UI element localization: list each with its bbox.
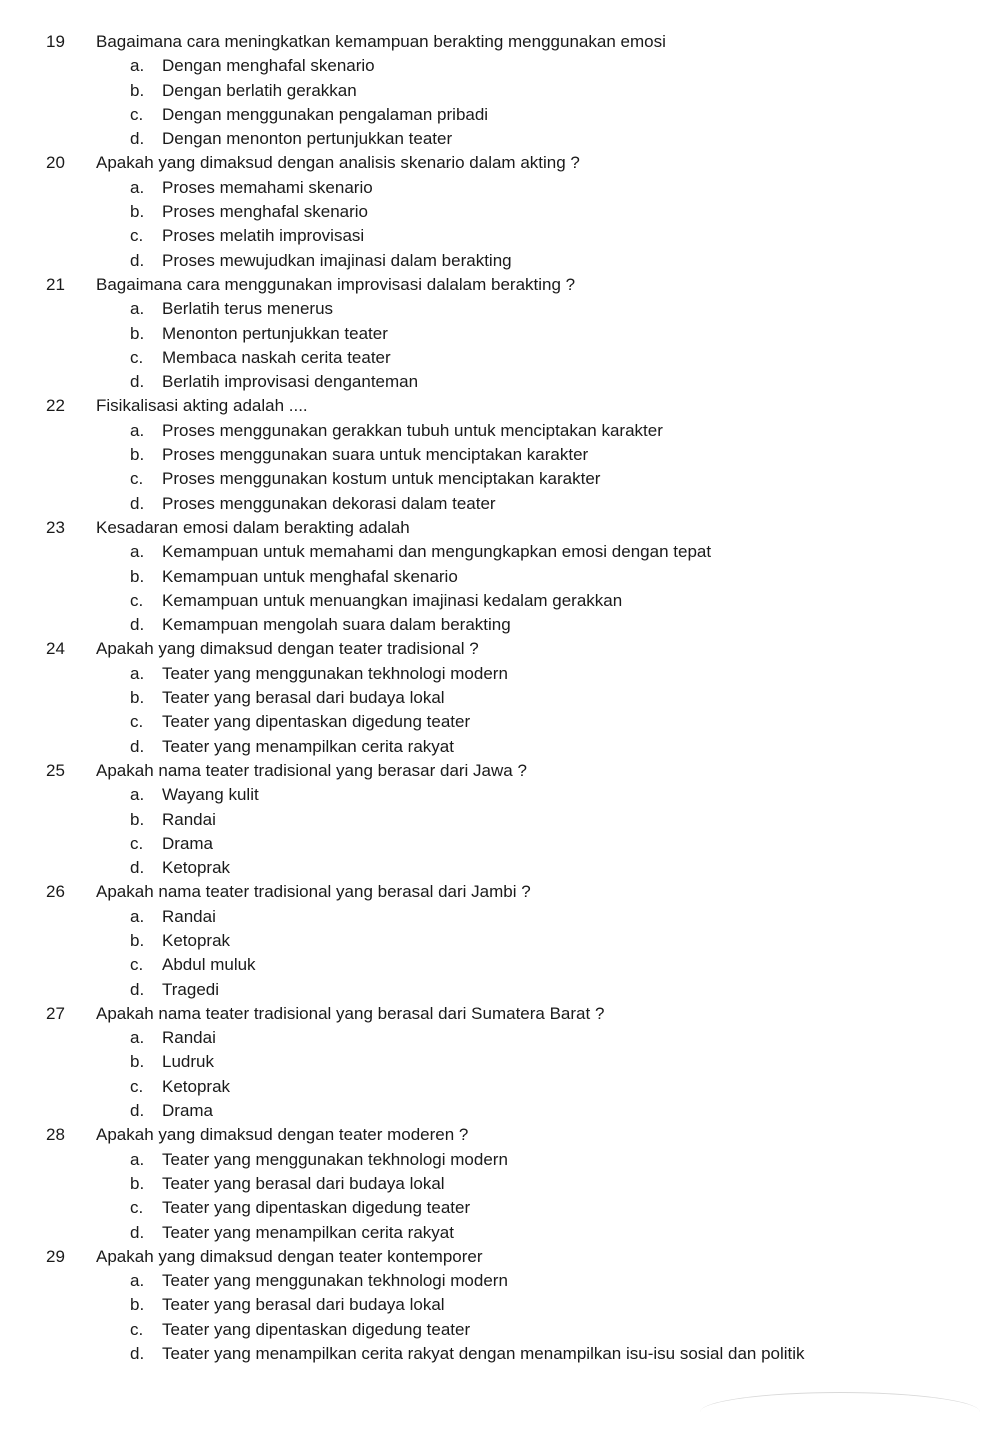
question-text: Apakah yang dimaksud dengan teater moderen ? bbox=[96, 1125, 469, 1145]
answer-option bbox=[0, 1172, 1007, 1196]
question-number: 22 bbox=[46, 396, 65, 416]
option-letter: d. bbox=[130, 250, 145, 270]
option-text: Teater yang menampilkan cerita rakyat bbox=[162, 736, 454, 756]
answer-option bbox=[0, 783, 1007, 807]
question-text: Kesadaran emosi dalam berakting adalah bbox=[96, 517, 410, 537]
answer-option bbox=[0, 1221, 1007, 1245]
answer-option bbox=[0, 224, 1007, 248]
question-row bbox=[0, 880, 1007, 904]
option-letter: a. bbox=[130, 1271, 145, 1291]
option-text: Proses menghafal skenario bbox=[162, 202, 369, 222]
question-sheet bbox=[0, 30, 1007, 1366]
question-number: 29 bbox=[46, 1246, 65, 1266]
answer-option bbox=[0, 467, 1007, 491]
question-text: Bagaimana cara meningkatkan kemampuan berakting menggunakan emosi bbox=[96, 32, 666, 51]
answer-option bbox=[0, 249, 1007, 273]
question-item bbox=[0, 516, 1007, 637]
question-item bbox=[0, 1245, 1007, 1366]
page-curl bbox=[700, 1392, 980, 1433]
option-text: Randai bbox=[162, 1028, 216, 1048]
question-item bbox=[0, 759, 1007, 880]
answer-option bbox=[0, 127, 1007, 151]
option-letter: c. bbox=[130, 712, 144, 732]
answer-option bbox=[0, 322, 1007, 346]
option-text: Dengan menonton pertunjukkan teater bbox=[162, 129, 453, 149]
question-item bbox=[0, 30, 1007, 151]
option-text: Ludruk bbox=[162, 1052, 214, 1072]
option-letter: c. bbox=[130, 469, 144, 489]
question-item bbox=[0, 637, 1007, 758]
answer-option bbox=[0, 1099, 1007, 1123]
option-letter: d. bbox=[130, 129, 145, 149]
option-text: Teater yang dipentaskan digedung teater bbox=[162, 1319, 471, 1339]
option-letter: d. bbox=[130, 1101, 145, 1121]
question-text: Apakah yang dimaksud dengan teater tradisional ? bbox=[96, 639, 479, 659]
answer-option bbox=[0, 686, 1007, 710]
question-text: Fisikalisasi akting adalah .... bbox=[96, 396, 308, 416]
question-row bbox=[0, 637, 1007, 661]
answer-option bbox=[0, 565, 1007, 589]
option-letter: a. bbox=[130, 906, 145, 926]
option-text: Proses menggunakan dekorasi dalam teater bbox=[162, 493, 496, 513]
question-row bbox=[0, 1123, 1007, 1147]
option-letter: c. bbox=[130, 104, 144, 124]
answer-option bbox=[0, 1148, 1007, 1172]
answer-option bbox=[0, 103, 1007, 127]
option-text: Teater yang berasal dari budaya lokal bbox=[162, 1295, 445, 1315]
option-letter: a. bbox=[130, 785, 145, 805]
question-row bbox=[0, 394, 1007, 418]
option-text: Ketoprak bbox=[162, 858, 231, 878]
option-text: Ketoprak bbox=[162, 1076, 231, 1096]
answer-option bbox=[0, 1026, 1007, 1050]
answer-option bbox=[0, 176, 1007, 200]
option-letter: c. bbox=[130, 1319, 144, 1339]
option-letter: a. bbox=[130, 420, 145, 440]
option-text: Berlatih improvisasi denganteman bbox=[162, 372, 419, 392]
question-number: 25 bbox=[46, 760, 65, 780]
option-text: Dengan menggunakan pengalaman pribadi bbox=[162, 104, 489, 124]
question-number: 20 bbox=[46, 153, 65, 173]
answer-option bbox=[0, 1050, 1007, 1074]
answer-option bbox=[0, 1196, 1007, 1220]
question-number: 28 bbox=[46, 1125, 65, 1145]
option-letter: d. bbox=[130, 858, 145, 878]
option-text: Abdul muluk bbox=[162, 955, 256, 975]
option-letter: a. bbox=[130, 542, 145, 562]
option-text: Kemampuan untuk menghafal skenario bbox=[162, 566, 458, 586]
option-letter: b. bbox=[130, 809, 145, 829]
option-letter: d. bbox=[130, 615, 145, 635]
option-letter: b. bbox=[130, 1295, 145, 1315]
answer-option bbox=[0, 200, 1007, 224]
option-text: Proses menggunakan kostum untuk menciptakan karakter bbox=[162, 469, 601, 489]
question-text: Apakah nama teater tradisional yang berasal dari Jambi ? bbox=[96, 882, 531, 902]
option-letter: c. bbox=[130, 1076, 144, 1096]
option-letter: b. bbox=[130, 930, 145, 950]
answer-option bbox=[0, 1293, 1007, 1317]
option-letter: d. bbox=[130, 372, 145, 392]
option-letter: b. bbox=[130, 688, 145, 708]
answer-option bbox=[0, 832, 1007, 856]
answer-option bbox=[0, 79, 1007, 103]
answer-option bbox=[0, 929, 1007, 953]
answer-option bbox=[0, 662, 1007, 686]
answer-option bbox=[0, 856, 1007, 880]
answer-option bbox=[0, 1269, 1007, 1293]
option-text: Proses melatih improvisasi bbox=[162, 226, 365, 246]
question-number: 23 bbox=[46, 517, 65, 537]
option-letter: a. bbox=[130, 299, 145, 319]
option-letter: c. bbox=[130, 1198, 144, 1218]
option-text: Teater yang berasal dari budaya lokal bbox=[162, 688, 445, 708]
option-letter: c. bbox=[130, 590, 144, 610]
answer-option bbox=[0, 953, 1007, 977]
option-text: Berlatih terus menerus bbox=[162, 299, 334, 319]
answer-option bbox=[0, 905, 1007, 929]
question-row bbox=[0, 1002, 1007, 1026]
option-letter: d. bbox=[130, 979, 145, 999]
option-text: Kemampuan untuk memahami dan mengungkapkan emosi dengan tepat bbox=[162, 542, 712, 562]
answer-option bbox=[0, 1318, 1007, 1342]
option-letter: b. bbox=[130, 323, 145, 343]
option-letter: d. bbox=[130, 736, 145, 756]
answer-option bbox=[0, 297, 1007, 321]
option-text: Menonton pertunjukkan teater bbox=[162, 323, 388, 343]
option-text: Wayang kulit bbox=[162, 785, 259, 805]
option-letter: c. bbox=[130, 226, 144, 246]
option-letter: b. bbox=[130, 445, 145, 465]
option-letter: c. bbox=[130, 347, 144, 367]
option-letter: a. bbox=[130, 1028, 145, 1048]
question-row bbox=[0, 151, 1007, 175]
question-item bbox=[0, 151, 1007, 272]
question-text: Apakah yang dimaksud dengan analisis skenario dalam akting ? bbox=[96, 153, 580, 173]
answer-option bbox=[0, 808, 1007, 832]
answer-option bbox=[0, 613, 1007, 637]
option-letter: a. bbox=[130, 663, 145, 683]
question-number: 19 bbox=[46, 32, 65, 51]
option-text: Proses memahami skenario bbox=[162, 177, 373, 197]
option-text: Teater yang dipentaskan digedung teater bbox=[162, 1198, 471, 1218]
option-text: Teater yang menggunakan tekhnologi modern bbox=[162, 1271, 508, 1291]
option-text: Teater yang menggunakan tekhnologi modern bbox=[162, 663, 508, 683]
option-text: Teater yang menampilkan cerita rakyat dengan menampilkan isu-isu sosial dan politik bbox=[162, 1344, 805, 1364]
option-text: Proses menggunakan suara untuk menciptakan karakter bbox=[162, 445, 589, 465]
question-item bbox=[0, 394, 1007, 515]
option-letter: c. bbox=[130, 833, 144, 853]
answer-option bbox=[0, 1342, 1007, 1366]
answer-option bbox=[0, 735, 1007, 759]
answer-option bbox=[0, 370, 1007, 394]
option-text: Drama bbox=[162, 833, 214, 853]
option-text: Proses menggunakan gerakkan tubuh untuk menciptakan karakter bbox=[162, 420, 663, 440]
question-number: 21 bbox=[46, 274, 65, 294]
question-item bbox=[0, 1123, 1007, 1244]
option-text: Teater yang menggunakan tekhnologi modern bbox=[162, 1149, 508, 1169]
option-letter: a. bbox=[130, 177, 145, 197]
option-letter: d. bbox=[130, 493, 145, 513]
question-number: 26 bbox=[46, 882, 65, 902]
question-row bbox=[0, 30, 1007, 54]
question-text: Apakah yang dimaksud dengan teater kontemporer bbox=[96, 1246, 483, 1266]
answer-option bbox=[0, 443, 1007, 467]
option-letter: b. bbox=[130, 202, 145, 222]
question-item bbox=[0, 273, 1007, 394]
question-text: Bagaimana cara menggunakan improvisasi dalalam berakting ? bbox=[96, 274, 576, 294]
option-text: Teater yang menampilkan cerita rakyat bbox=[162, 1222, 454, 1242]
answer-option bbox=[0, 346, 1007, 370]
answer-option bbox=[0, 589, 1007, 613]
question-item bbox=[0, 1002, 1007, 1123]
option-text: Kemampuan mengolah suara dalam berakting bbox=[162, 615, 511, 635]
option-text: Membaca naskah cerita teater bbox=[162, 347, 391, 367]
option-text: Randai bbox=[162, 906, 216, 926]
question-number: 27 bbox=[46, 1003, 65, 1023]
option-letter: b. bbox=[130, 1173, 145, 1193]
question-row bbox=[0, 1245, 1007, 1269]
option-letter: d. bbox=[130, 1344, 145, 1364]
option-text: Dengan berlatih gerakkan bbox=[162, 80, 357, 100]
answer-option bbox=[0, 1075, 1007, 1099]
answer-option bbox=[0, 54, 1007, 78]
option-letter: b. bbox=[130, 566, 145, 586]
option-text: Dengan menghafal skenario bbox=[162, 56, 375, 76]
option-letter: c. bbox=[130, 955, 144, 975]
option-text: Kemampuan untuk menuangkan imajinasi kedalam gerakkan bbox=[162, 590, 623, 610]
option-letter: b. bbox=[130, 1052, 145, 1072]
option-text: Drama bbox=[162, 1101, 214, 1121]
answer-option bbox=[0, 419, 1007, 443]
option-text: Teater yang berasal dari budaya lokal bbox=[162, 1173, 445, 1193]
question-item bbox=[0, 880, 1007, 1001]
answer-option bbox=[0, 492, 1007, 516]
answer-option bbox=[0, 540, 1007, 564]
answer-option bbox=[0, 978, 1007, 1002]
option-letter: b. bbox=[130, 80, 145, 100]
option-text: Tragedi bbox=[162, 979, 220, 999]
option-text: Proses mewujudkan imajinasi dalam berakting bbox=[162, 250, 512, 270]
answer-option bbox=[0, 710, 1007, 734]
option-text: Teater yang dipentaskan digedung teater bbox=[162, 712, 471, 732]
option-letter: a. bbox=[130, 56, 145, 76]
option-letter: a. bbox=[130, 1149, 145, 1169]
question-text: Apakah nama teater tradisional yang berasar dari Jawa ? bbox=[96, 760, 527, 780]
question-number: 24 bbox=[46, 639, 65, 659]
option-text: Randai bbox=[162, 809, 216, 829]
question-row bbox=[0, 273, 1007, 297]
option-letter: d. bbox=[130, 1222, 145, 1242]
option-text: Ketoprak bbox=[162, 930, 231, 950]
question-row bbox=[0, 759, 1007, 783]
question-text: Apakah nama teater tradisional yang berasal dari Sumatera Barat ? bbox=[96, 1003, 605, 1023]
question-row bbox=[0, 516, 1007, 540]
